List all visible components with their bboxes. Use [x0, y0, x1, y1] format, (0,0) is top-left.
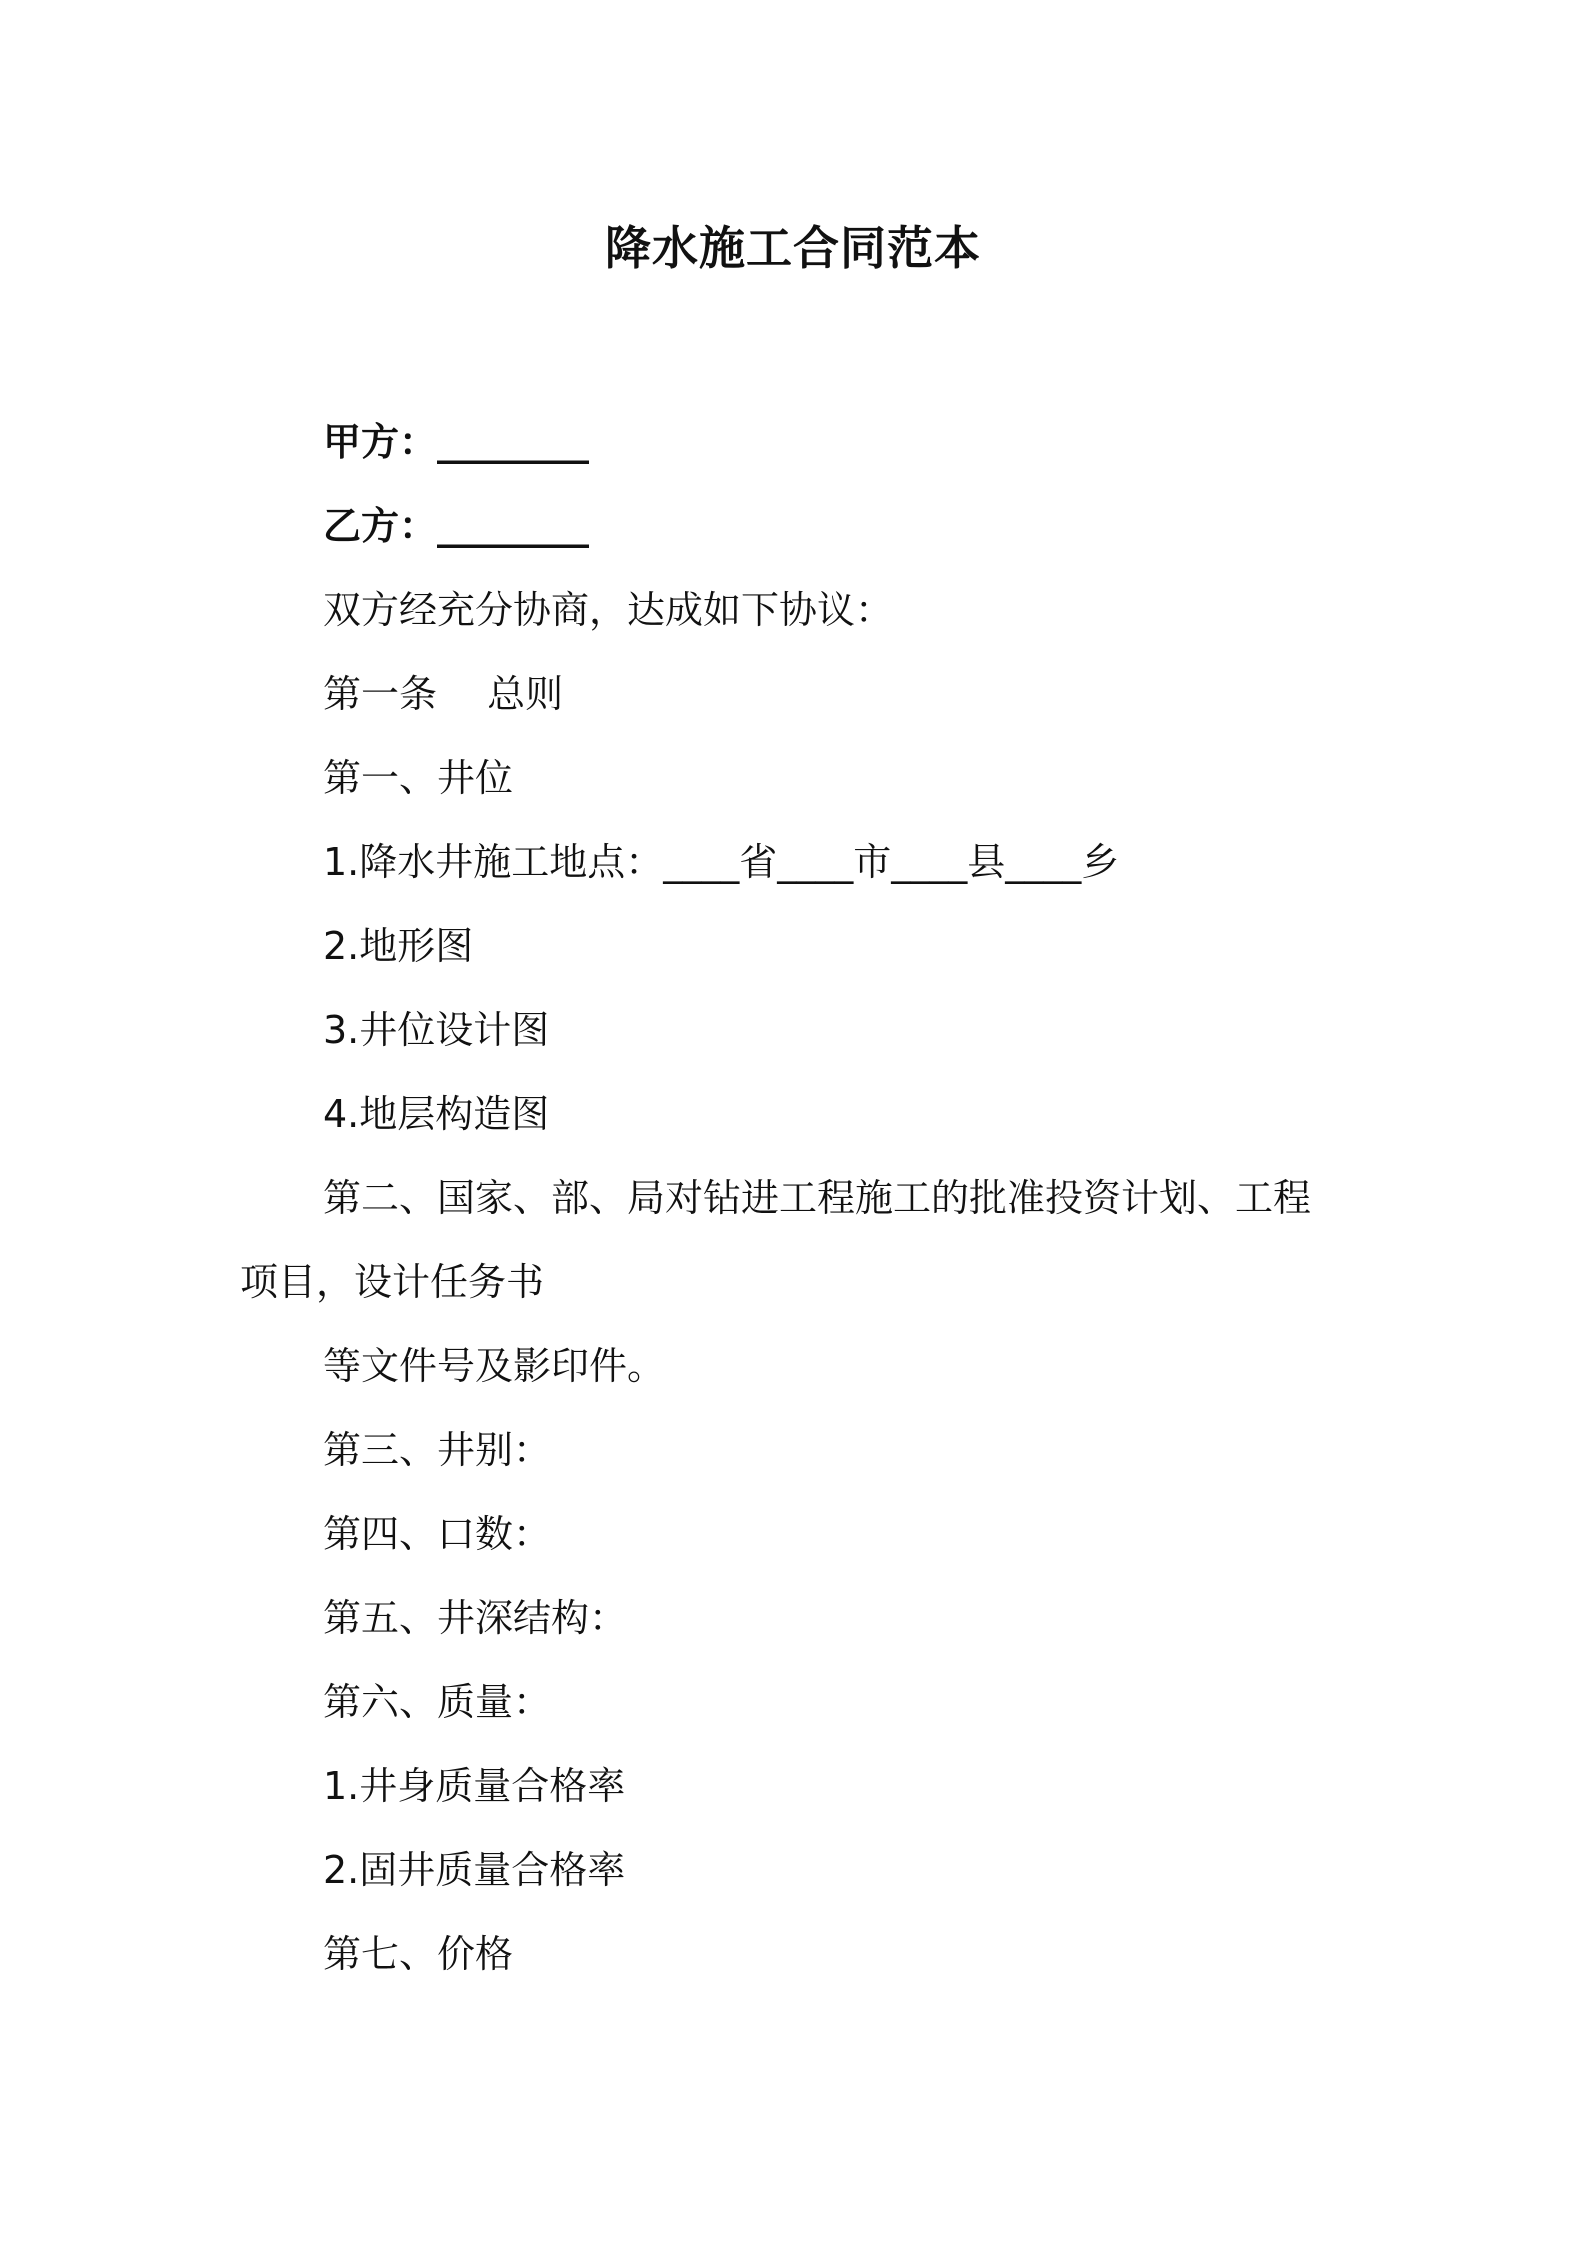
section-1-heading: 第一、井位 [323, 756, 514, 800]
list-item: 2.固井质量合格率 [323, 1848, 626, 1892]
party-b-line: 乙方：________ [323, 504, 590, 548]
section-2-continuation-2: 等文件号及影印件。 [323, 1344, 666, 1388]
section-7-heading: 第七、价格 [323, 1932, 514, 1976]
section-6-heading: 第六、质量： [323, 1680, 552, 1724]
section-5-heading: 第五、井深结构： [323, 1596, 628, 1640]
section-3-heading: 第三、井别： [323, 1428, 552, 1472]
list-item: 2.地形图 [323, 924, 474, 968]
section-2-continuation: 项目，设计任务书 [240, 1260, 545, 1304]
document-title: 降水施工合同范本 [605, 221, 981, 275]
section-2-heading: 第二、国家、部、局对钻进工程施工的批准投资计划、工程 [323, 1176, 1312, 1220]
list-item: 1.降水井施工地点：____省____市____县____乡 [323, 840, 1120, 884]
list-item: 1.井身质量合格率 [323, 1764, 626, 1808]
party-a-line: 甲方：________ [323, 420, 590, 464]
document-body [240, 400, 1360, 1996]
agreement-intro: 双方经充分协商，达成如下协议： [323, 588, 894, 632]
list-item: 4.地层构造图 [323, 1092, 550, 1136]
article-1-heading: 第一条 总则 [323, 672, 564, 716]
list-item: 3.井位设计图 [323, 1008, 550, 1052]
section-4-heading: 第四、口数： [323, 1512, 552, 1556]
